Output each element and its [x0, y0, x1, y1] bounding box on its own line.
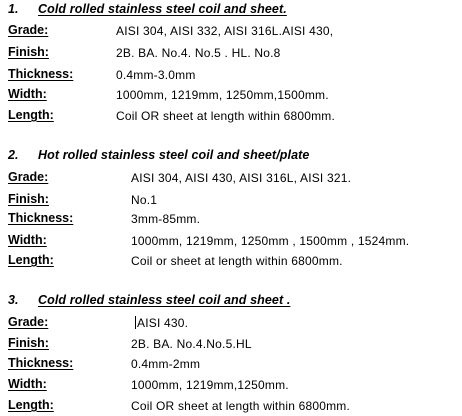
section-3-finish-label: Finish:: [8, 336, 49, 350]
section-3-length-label: Length:: [8, 398, 54, 412]
section-2-finish-value: No.1: [131, 193, 158, 207]
section-2-thickness-value: 3mm-85mm.: [131, 212, 201, 226]
section-3-grade-label: Grade:: [8, 315, 49, 329]
section-3-width-value: 1000mm, 1219mm,1250mm.: [131, 378, 289, 392]
section-2-length-value: Coil or sheet at length within 6800mm.: [131, 254, 343, 268]
section-1-thickness-value: 0.4mm-3.0mm: [116, 68, 196, 82]
section-2-grade-label: Grade:: [8, 170, 49, 184]
section-1-title: Cold rolled stainless steel coil and sheet.: [38, 2, 287, 16]
section-1-grade-label: Grade:: [8, 23, 49, 37]
section-1-width-value: 1000mm, 1219mm, 1250mm,1500mm.: [116, 88, 329, 102]
text-cursor: [135, 316, 136, 329]
section-3-width-label: Width:: [8, 377, 47, 391]
section-3-thickness-value: 0.4mm-2mm: [131, 357, 201, 371]
section-1-finish-value: 2B. BA. No.4. No.5 . HL. No.8: [116, 46, 281, 60]
section-1-length-label: Length:: [8, 108, 54, 122]
section-2-finish-label: Finish:: [8, 192, 49, 206]
section-2-grade-value: AISI 304, AISI 430, AISI 316L, AISI 321.: [131, 171, 352, 185]
section-2-thickness-label: Thickness:: [8, 211, 74, 225]
section-1-width-label: Width:: [8, 87, 47, 101]
section-1-heading: [8, 2, 287, 16]
section-2-heading: [8, 148, 309, 162]
section-3-title: Cold rolled stainless steel coil and sheet .: [38, 293, 291, 307]
section-2-title: Hot rolled stainless steel coil and sheet/plate: [38, 148, 310, 162]
section-2-number: 2.: [8, 148, 19, 162]
section-3-thickness-label: Thickness:: [8, 356, 74, 370]
section-3-finish-value: 2B. BA. No.4.No.5.HL: [131, 337, 252, 351]
section-2-width-label: Width:: [8, 233, 47, 247]
section-2-width-value: 1000mm, 1219mm, 1250mm , 1500mm , 1524mm.: [131, 234, 410, 248]
section-1-finish-label: Finish:: [8, 45, 49, 59]
section-2-length-label: Length:: [8, 253, 54, 267]
section-3-grade-value: AISI 430.: [137, 316, 189, 330]
section-1-grade-value: AISI 304, AISI 332, AISI 316L.AISI 430,: [116, 24, 334, 38]
section-1-thickness-label: Thickness:: [8, 67, 74, 81]
section-3-heading: [8, 293, 290, 307]
section-1-length-value: Coil OR sheet at length within 6800mm.: [116, 109, 336, 123]
section-3-length-value: Coil OR sheet at length within 6800mm.: [131, 399, 351, 413]
section-3-grade-value-wrap: [135, 316, 188, 330]
section-1-number: 1.: [8, 2, 19, 16]
section-3-number: 3.: [8, 293, 19, 307]
